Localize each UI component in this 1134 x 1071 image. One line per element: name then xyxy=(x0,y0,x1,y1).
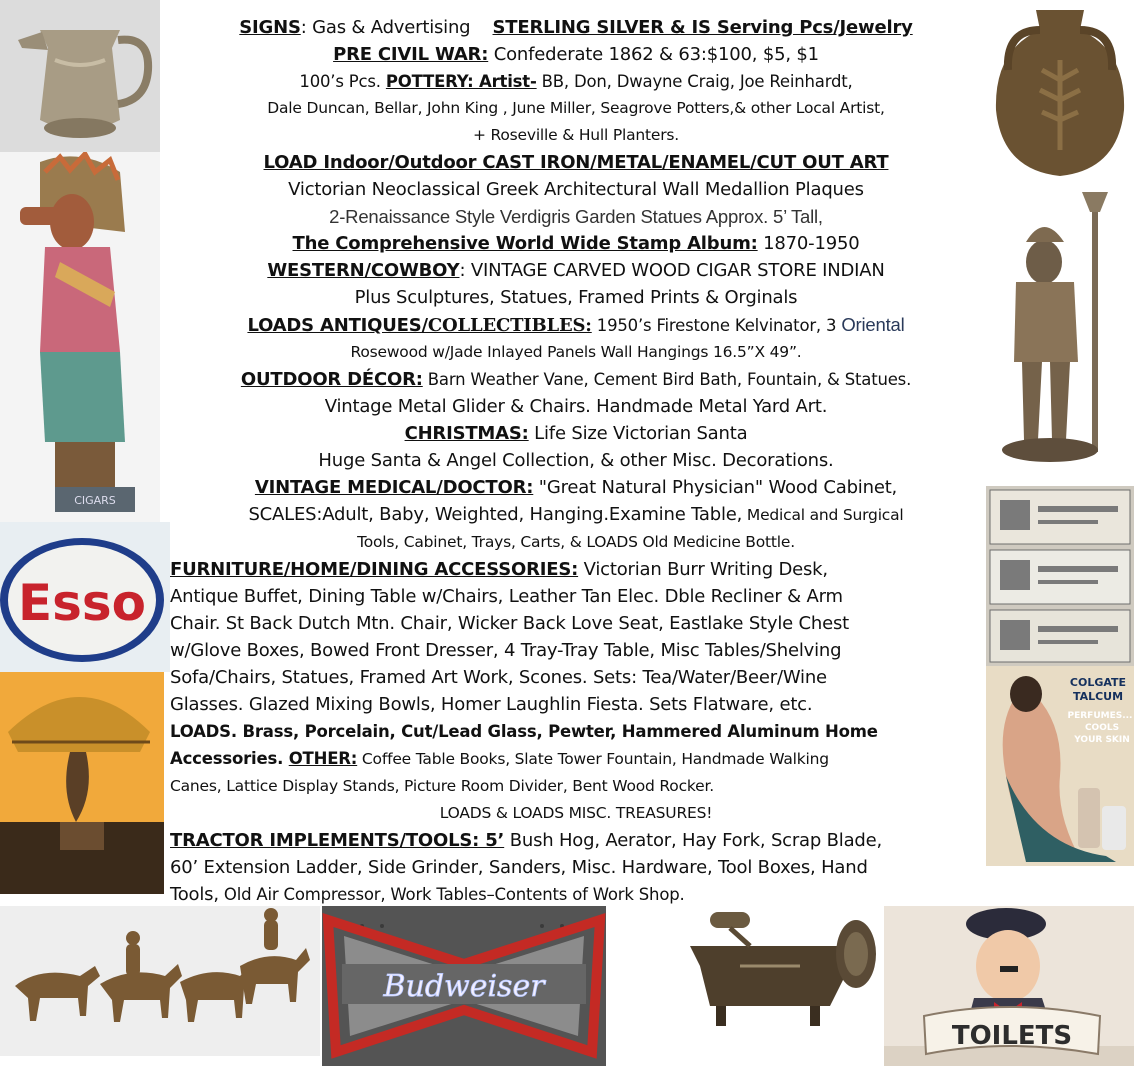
text-pottery-artists-2: Dale Duncan, Bellar, John King , June Miller, Seagrove Potters,& other Local Artist, xyxy=(267,99,885,117)
text-100s: 100’s Pcs. xyxy=(299,72,386,91)
toilets-sign-photo xyxy=(884,906,1134,1066)
heading-western: WESTERN/COWBOY xyxy=(267,260,460,281)
garden-statue-photo xyxy=(986,182,1134,474)
line-treasures xyxy=(170,800,982,827)
line-furniture-2 xyxy=(170,583,982,610)
text-canes: Canes, Lattice Display Stands, Picture Room Divider, Bent Wood Rocker. xyxy=(170,777,714,795)
text-glider: Vintage Metal Glider & Chairs. Handmade Metal Yard Art. xyxy=(324,396,828,417)
text-tools: Tools, xyxy=(170,884,219,905)
budweiser-text: Budweiser xyxy=(383,969,545,1004)
text-confederate: Confederate 1862 & 63:$100, $5, $1 xyxy=(488,44,819,65)
heading-other: OTHER: xyxy=(288,749,358,768)
cast-iron-machine-photo xyxy=(680,906,880,1030)
colgate-line1: COLGATE xyxy=(1069,676,1127,689)
bronze-horses-photo xyxy=(0,906,320,1056)
heading-stamp-album: The Comprehensive World Wide Stamp Album: xyxy=(292,233,758,254)
line-furniture-4 xyxy=(170,637,982,664)
line-medical xyxy=(170,474,982,501)
text-firestone: 1950’s Firestone Kelvinator, 3 xyxy=(591,316,842,335)
line-tractor xyxy=(170,827,982,854)
text-furniture-2: Antique Buffet, Dining Table w/Chairs, Leather Tan Elec. Dble Recliner & Arm xyxy=(170,586,843,607)
heading-collectibles: /COLLECTIBLES: xyxy=(421,315,592,336)
line-tools xyxy=(170,881,982,908)
toilets-text: TOILETS xyxy=(951,1021,1073,1051)
line-christmas xyxy=(170,420,982,447)
line-verdigris xyxy=(170,203,982,230)
text-treasures: LOADS & LOADS MISC. TREASURES! xyxy=(439,804,713,822)
line-outdoor-decor xyxy=(170,366,982,393)
text-stamp-years: 1870-1950 xyxy=(757,233,860,254)
line-furniture xyxy=(170,556,982,583)
text-medical-tools: Tools, Cabinet, Trays, Carts, & LOADS Old Medicine Bottle. xyxy=(357,533,795,551)
heading-tractor: TRACTOR IMPLEMENTS/TOOLS: 5’ xyxy=(170,830,505,851)
text-brass: LOADS. Brass, Porcelain, Cut/Lead Glass, Pewter, Hammered Aluminum Home xyxy=(170,722,878,741)
text-ladder: 60’ Extension Ladder, Side Grinder, Sanders, Misc. Hardware, Tool Boxes, Hand xyxy=(170,857,868,878)
line-pre-civil-war xyxy=(170,41,982,68)
auction-listing-text xyxy=(170,14,982,908)
text-physician-cabinet: "Great Natural Physician" Wood Cabinet, xyxy=(533,477,898,498)
line-canes xyxy=(170,773,982,800)
text-signs: : Gas & Advertising xyxy=(300,17,476,38)
colgate-line2: TALCUM xyxy=(1072,690,1124,703)
line-roseville xyxy=(170,122,982,149)
heading-pottery: POTTERY: Artist- xyxy=(385,72,537,91)
colgate-line4: COOLS xyxy=(1084,723,1120,733)
line-stamp-album xyxy=(170,230,982,257)
esso-text: Esso xyxy=(17,574,147,632)
heading-signs: SIGNS xyxy=(239,17,301,38)
text-outdoor-decor: Barn Weather Vane, Cement Bird Bath, Fountain, & Statues. xyxy=(422,370,912,389)
text-coffee-table: Coffee Table Books, Slate Tower Fountain, Handmade Walking xyxy=(357,750,829,768)
line-ladder xyxy=(170,854,982,881)
pottery-jug-photo xyxy=(986,0,1134,182)
text-air-compressor: Old Air Compressor, Work Tables–Contents of Work Shop. xyxy=(218,885,685,904)
line-furniture-6 xyxy=(170,691,982,718)
line-scales xyxy=(170,501,982,529)
colgate-line5: YOUR SKIN xyxy=(1074,735,1130,745)
line-cast-iron xyxy=(170,149,982,176)
silver-pitcher-photo xyxy=(0,0,160,152)
heading-pre-civil-war: PRE CIVIL WAR: xyxy=(333,44,489,65)
text-verdigris: 2-Renaissance Style Verdigris Garden Statues Approx. 5’ Tall, xyxy=(329,206,823,227)
cigar-base-label: CIGARS xyxy=(74,494,116,507)
heading-loads-antiques: LOADS ANTIQUES xyxy=(247,315,422,336)
text-oriental: Oriental xyxy=(841,314,905,335)
line-western xyxy=(170,257,982,284)
line-brass xyxy=(170,718,982,745)
line-other xyxy=(170,745,982,773)
heading-christmas: CHRISTMAS: xyxy=(404,423,529,444)
colgate-line3: PERFUMES... xyxy=(1067,711,1133,721)
tiffany-lamp-photo xyxy=(0,672,164,894)
line-medallion xyxy=(170,176,982,203)
confederate-currency-photo xyxy=(986,486,1134,666)
line-signs xyxy=(170,14,982,41)
text-furniture-4: w/Glove Boxes, Bowed Front Dresser, 4 Tray-Tray Table, Misc Tables/Shelving xyxy=(170,640,842,661)
text-roseville: + Roseville & Hull Planters. xyxy=(472,126,680,144)
text-sculptures: Plus Sculptures, Statues, Framed Prints & Orginals xyxy=(354,287,798,308)
line-furniture-5 xyxy=(170,664,982,691)
text-accessories: Accessories. xyxy=(170,749,289,768)
colgate-talcum-ad-photo xyxy=(986,666,1134,866)
text-scales: SCALES:Adult, Baby, Weighted, Hanging.Examine Table, xyxy=(248,504,743,525)
line-sculptures xyxy=(170,284,982,311)
line-medical-tools xyxy=(170,529,982,556)
text-cigar-store: : VINTAGE CARVED WOOD CIGAR STORE INDIAN xyxy=(459,260,885,281)
text-furniture-5: Sofa/Chairs, Statues, Framed Art Work, Scones. Sets: Tea/Water/Beer/Wine xyxy=(170,667,827,688)
esso-sign-photo xyxy=(0,522,170,672)
text-medallion: Victorian Neoclassical Greek Architectural Wall Medallion Plaques xyxy=(288,179,864,200)
line-rosewood xyxy=(170,339,982,366)
budweiser-neon-sign-photo xyxy=(322,906,606,1066)
text-santa: Life Size Victorian Santa xyxy=(528,423,748,444)
line-loads-antiques xyxy=(170,311,982,339)
text-medical-surgical: Medical and Surgical xyxy=(742,506,904,524)
text-pottery-artists: BB, Don, Dwayne Craig, Joe Reinhardt, xyxy=(536,72,853,91)
line-pottery-artists-2 xyxy=(170,95,982,122)
line-glider xyxy=(170,393,982,420)
line-furniture-3 xyxy=(170,610,982,637)
text-furniture-3: Chair. St Back Dutch Mtn. Chair, Wicker Back Love Seat, Eastlake Style Chest xyxy=(170,613,850,634)
heading-medical: VINTAGE MEDICAL/DOCTOR: xyxy=(254,477,534,498)
heading-sterling-silver: STERLING SILVER & IS Serving Pcs/Jewelry xyxy=(492,17,913,38)
heading-cast-iron: LOAD Indoor/Outdoor CAST IRON/METAL/ENAMEL/CUT OUT ART xyxy=(263,152,889,173)
line-pottery xyxy=(170,68,982,95)
heading-outdoor-decor: OUTDOOR DÉCOR: xyxy=(240,369,423,390)
cigar-store-indian-photo xyxy=(0,152,160,522)
text-furniture-6: Glasses. Glazed Mixing Bowls, Homer Laughlin Fiesta. Sets Flatware, etc. xyxy=(170,694,813,715)
line-santa-collection xyxy=(170,447,982,474)
text-santa-collection: Huge Santa & Angel Collection, & other Misc. Decorations. xyxy=(318,450,834,471)
text-burr-desk: Victorian Burr Writing Desk, xyxy=(578,559,828,580)
text-bush-hog: Bush Hog, Aerator, Hay Fork, Scrap Blade, xyxy=(504,830,883,851)
text-rosewood: Rosewood w/Jade Inlayed Panels Wall Hangings 16.5”X 49”. xyxy=(350,343,802,361)
heading-furniture: FURNITURE/HOME/DINING ACCESSORIES: xyxy=(170,559,579,580)
